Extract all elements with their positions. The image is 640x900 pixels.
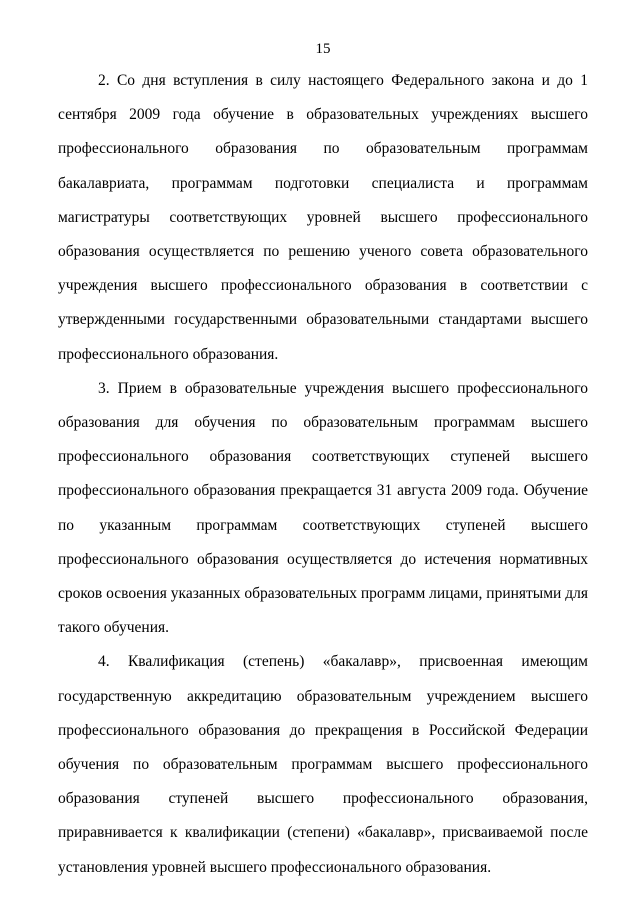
- paragraph-3: 3. Прием в образовательные учреждения высшего профессионального образования для обучения по образовательным программам высшего профессионального образования соответствующих ступеней высшего профессионального образования прекращается 31 августа 2009 года. Обучение по указанным программам соответствующих ступеней высшего профессионального образования осуществляется до истечения нормативных сроков освоения указанных образовательных программ лицами, принятыми для такого обучения.: [58, 379, 588, 637]
- paragraph-4: 4. Квалификация (степень) «бакалавр», присвоенная имеющим государственную аккредитацию образовательным учреждением высшего профессионального образования до прекращения в Российской Федерации обучения по образовательным программам высшего профессионального образования ступеней высшего профессионального образования, приравнивается к квалификации (степени) «бакалавр», присваиваемой после установления уровней высшего профессионального образования.: [58, 653, 588, 876]
- page-number: 15: [315, 41, 331, 57]
- document-page: [58, 38, 588, 885]
- paragraph-2: 2. Со дня вступления в силу настоящего Федерального закона и до 1 сентября 2009 года обучение в образовательных учреждениях высшего профессионального образования по образовательным программам бакалавриата, программам подготовки специалиста и программам магистратуры соответствующих уровней высшего профессионального образования осуществляется по решению ученого совета образовательного учреждения высшего профессионального образования в соответствии с утвержденными государственными образовательными стандартами высшего профессионального образования.: [58, 72, 588, 363]
